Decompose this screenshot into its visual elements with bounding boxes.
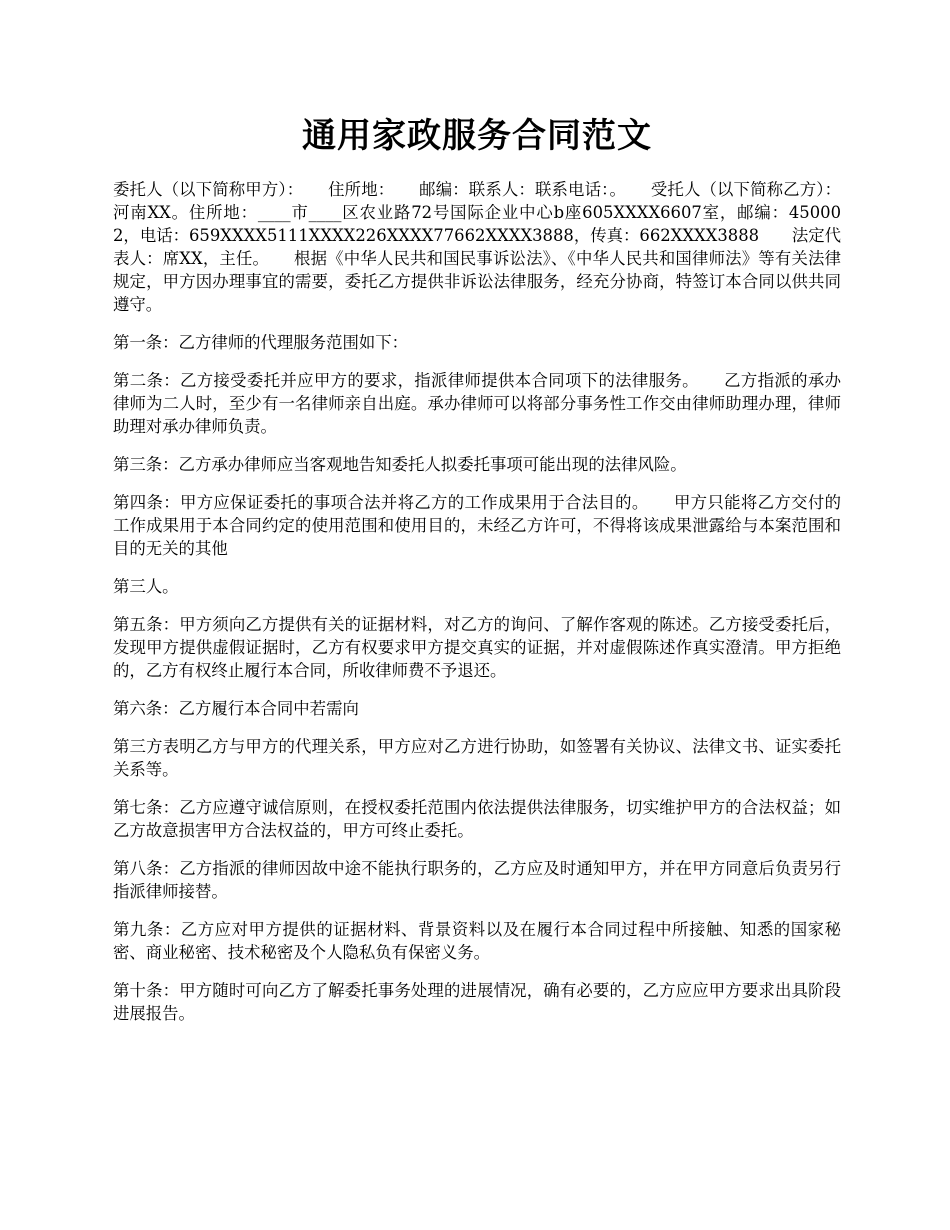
document-page [113,112,841,1040]
article-8: 第八条：乙方指派的律师因故中途不能执行职务的，乙方应及时通知甲方，并在甲方同意后负责另行指派律师接替。 [113,859,841,901]
article-5: 第五条：甲方须向乙方提供有关的证据材料，对乙方的询问、了解作客观的陈述。乙方接受委托后，发现甲方提供虚假证据时，乙方有权要求甲方提交真实的证据，并对虚假陈述作真实澄清。甲方拒绝的，乙方有权终止履行本合同，所收律师费不予退还。 [113,615,841,680]
contract-preamble: 委托人（以下简称甲方）： 住所地： 邮编：联系人：联系电话：。 受托人（以下简称乙方）：河南XX。住所地：____市____区农业路72号国际企业中心b座605XXXX6607室，邮编：450002，电话：659XXXX5111XXXX226XXXX77662XXXX3888，传真：662XXXX3888 法定代表人：席XX，主任。 根据《中华人民共和国民事诉讼法》、《中华人民共和国律师法》等有关法律规定，甲方因办理事宜的需要，委托乙方提供非诉讼法律服务，经充分协商，特签订本合同以供共同遵守。 [113,180,842,314]
article-4-continued: 第三人。 [113,577,179,596]
article-6: 第六条：乙方履行本合同中若需向 [113,699,359,718]
document-title: 通用家政服务合同范文 [302,116,652,156]
article-6-continued: 第三方表明乙方与甲方的代理关系，甲方应对乙方进行协助，如签署有关协议、法律文书、证实委托关系等。 [113,737,841,779]
article-1: 第一条：乙方律师的代理服务范围如下： [113,333,409,352]
article-4: 第四条：甲方应保证委托的事项合法并将乙方的工作成果用于合法目的。 甲方只能将乙方交付的工作成果用于本合同约定的使用范围和使用目的，未经乙方许可，不得将该成果泄露给与本案范围和目的无关的其他 [113,493,841,558]
article-2: 第二条：乙方接受委托并应甲方的要求，指派律师提供本合同项下的法律服务。 乙方指派的承办律师为二人时，至少有一名律师亲自出庭。承办律师可以将部分事务性工作交由律师助理办理，律师助理对承办律师负责。 [113,371,841,436]
article-3: 第三条：乙方承办律师应当客观地告知委托人拟委托事项可能出现的法律风险。 [113,455,687,474]
article-10: 第十条：甲方随时可向乙方了解委托事务处理的进展情况，确有必要的，乙方应应甲方要求出具阶段进展报告。 [113,981,841,1023]
article-9: 第九条：乙方应对甲方提供的证据材料、背景资料以及在履行本合同过程中所接触、知悉的国家秘密、商业秘密、技术秘密及个人隐私负有保密义务。 [113,920,841,962]
article-7: 第七条：乙方应遵守诚信原则，在授权委托范围内依法提供法律服务，切实维护甲方的合法权益；如乙方故意损害甲方合法权益的，甲方可终止委托。 [113,798,841,840]
